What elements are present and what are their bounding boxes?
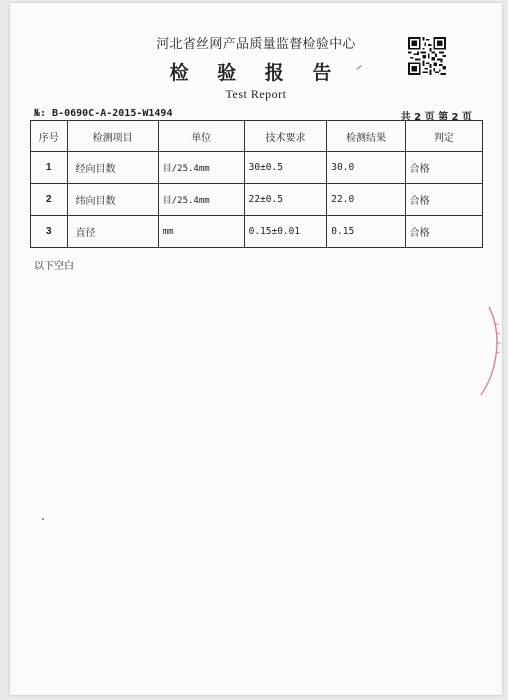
row-index: 1 (31, 152, 68, 184)
row-item: 经向目数 (67, 152, 158, 184)
organization-name: 河北省丝网产品质量监督检验中心 (156, 37, 356, 52)
report-number: №: B-0690C-A-2015-W1494 (34, 108, 173, 119)
row-result: 0.15 (327, 216, 405, 248)
column-header-index: 序号 (31, 121, 68, 152)
row-result: 22.0 (327, 184, 405, 216)
row-judgement: 合格 (405, 216, 482, 248)
table-row (31, 184, 483, 216)
row-result: 30.0 (327, 152, 405, 184)
page-indicator: 共 2 页 第 2 页 (400, 112, 472, 123)
column-header-unit: 单位 (158, 121, 244, 152)
row-judgement: 合格 (405, 184, 482, 216)
report-subtitle: Test Report (225, 87, 287, 101)
row-requirement: 0.15±0.01 (244, 216, 327, 248)
table-row (31, 216, 483, 248)
row-item: 纬向目数 (67, 184, 158, 216)
row-index: 3 (31, 216, 68, 248)
row-requirement: 30±0.5 (244, 152, 327, 184)
column-header-requirement: 技术要求 (244, 121, 327, 152)
row-judgement: 合格 (405, 152, 482, 184)
red-seal-stamp-fragment (475, 303, 505, 403)
row-index: 2 (31, 184, 68, 216)
table-row (31, 152, 483, 184)
row-unit: 目/25.4mm (158, 152, 244, 184)
report-page (10, 3, 502, 695)
column-header-item: 检测项目 (67, 121, 158, 152)
blank-below-note: 以下空白 (34, 261, 74, 272)
qr-code-icon (408, 37, 446, 75)
report-title: 检 验 报 告 (169, 62, 343, 84)
row-unit: mm (158, 216, 244, 248)
column-header-judgement: 判定 (405, 121, 482, 152)
row-unit: 目/25.4mm (158, 184, 244, 216)
row-item: 直径 (67, 216, 158, 248)
column-header-result: 检测结果 (327, 121, 405, 152)
table-header-row (31, 121, 483, 152)
row-requirement: 22±0.5 (244, 184, 327, 216)
scan-speck (42, 518, 44, 520)
test-results-table (30, 120, 483, 248)
